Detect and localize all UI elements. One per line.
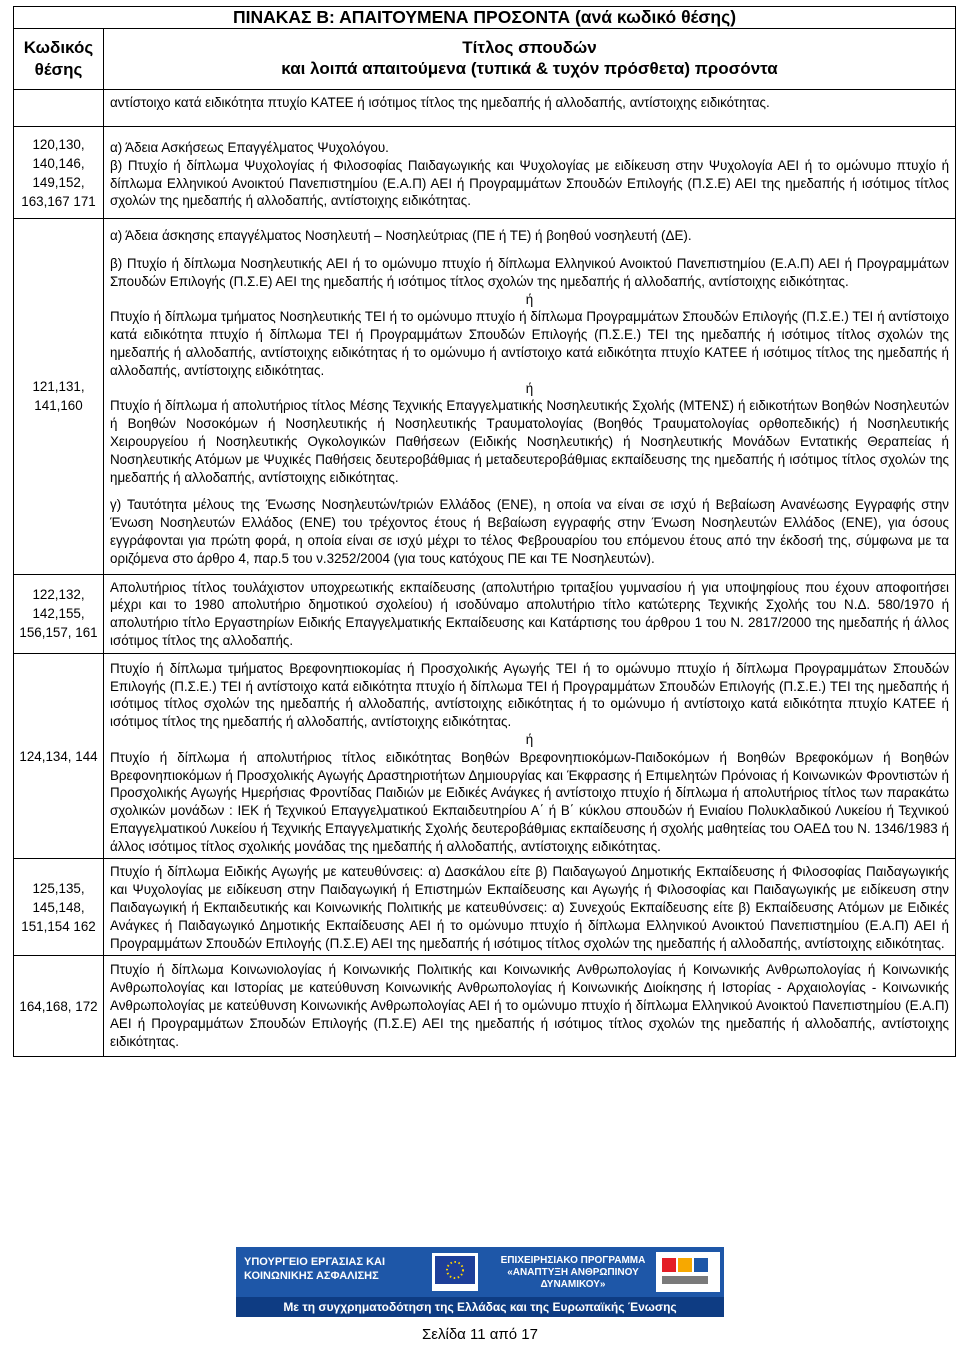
page-number: Σελίδα 11 από 17 [422, 1326, 538, 1343]
qualifications-cell [104, 219, 956, 574]
position-code: 121,131, 141,160 [14, 219, 104, 574]
qualifications-cell [104, 956, 956, 1057]
banner-ministry-text: ΥΠΟΥΡΓΕΙΟ ΕΡΓΑΣΙΑΣ ΚΑΙ ΚΟΙΝΩΝΙΚΗΣ ΑΣΦΑΛΙΣΗΣ [244, 1256, 386, 1282]
column-header-title [104, 29, 956, 90]
position-code: 124,134, 144 [14, 653, 104, 859]
qualification-paragraph: α) Άδεια άσκησης επαγγέλματος Νοσηλευτή – Νοσηλεύτριας (ΠΕ ή ΤΕ) ή βοηθού νοσηλευτή (ΔΕ). [110, 228, 692, 244]
qualification-paragraph: α) Άδεια Ασκήσεως Επαγγέλματος Ψυχολόγου. [110, 140, 389, 155]
banner-cofinancing-text: Με τη συγχρηματοδότηση της Ελλάδας και της Ευρωπαϊκής Ένωσης [236, 1297, 724, 1317]
table-row [14, 574, 956, 653]
qualifications-cell [104, 90, 956, 127]
funding-banner [0, 1247, 960, 1317]
qualification-paragraph: Πτυχίο ή δίπλωμα τμήματος Βρεφονηπιοκομίας ή Προσχολικής Αγωγής ΤΕΙ ή το ομώνυμο πτυχίο ή δίπλωμα Προγραμμάτων Σπουδών Επιλογής (Π.Σ.Ε.) ΤΕΙ ή αντίστοιχο κατά ειδικότητα πτυχίο ή δίπλωμα ΤΕΙ ή Προγραμμάτων Σπουδών Επιλογής (Π.Σ.Ε.) ΤΕΙ της ημεδαπής ή ισότιμος τίτλος σχολών της ημεδαπής ή αλλοδαπής, αντίστοιχης ειδικότητας ή το ομώνυμο ή αντίστοιχο κατά ειδικότητα πτυχίο ΚΑΤΕΕ ή ισότιμος τίτλος της ημεδαπής ή αλλοδαπής, αντίστοιχης ειδικότητας. [110, 660, 950, 730]
or-separator: ή [525, 291, 534, 307]
column-header-title-line1: Τίτλος σπουδών [462, 38, 597, 57]
table-title-row [14, 7, 956, 29]
column-header-title-line2: και λοιπά απαιτούμενα (τυπικά & τυχόν πρόσθετα) προσόντα [281, 59, 778, 78]
table-row [14, 653, 956, 859]
qualifications-cell [104, 653, 956, 859]
qualifications-cell [104, 574, 956, 653]
qualifications-cell [104, 859, 956, 956]
table-header-row [14, 29, 956, 90]
or-separator: ή [525, 380, 534, 396]
qualification-paragraph: Πτυχίο ή δίπλωμα Ειδικής Αγωγής με κατευθύνσεις: α) Δασκάλου είτε β) Παιδαγωγού Δημοτικής Εκπαίδευσης ή Φιλοσοφίας Παιδαγωγικής και Ψυχολογίας με ειδίκευση στην Παιδαγωγική ή Επιστημών Εκπαίδευσης και Αγωγής ή Φιλοσοφίας και Παιδαγωγικής με ειδίκευση στην Παιδαγωγική ή Εκπαιδευτικής και Κοινωνικής Πολιτικής με κατευθύνσεις: α) Συνεχούς Εκπαίδευσης είτε β) Εκπαίδευσης Ατόμων με Ειδικές Ανάγκες ή Παιδαγωγικό Δημοτικής Εκπαίδευσης ΑΕΙ ή το ομώνυμο πτυχίο ή δίπλωμα Ελληνικού Ανοικτού Πανεπιστημίου (Ε.Α.Π) ΑΕΙ ή Προγραμμάτων Σπουδών Επιλογής (Π.Σ.Ε) ΑΕΙ της ημεδαπής ή ισότιμος τίτλος σχολών της ημεδαπής ή αλλοδαπής, αντίστοιχης ειδικότητας. [110, 864, 950, 951]
qualification-paragraph: Πτυχίο ή δίπλωμα ή απολυτήριος τίτλος Μέσης Τεχνικής Επαγγελματικής Νοσηλευτικής Σχολής (ΜΤΕΝΣ) ή ειδικοτήτων Βοηθών Νοσηλευτών ή Βοηθών Νοσοκόμων ή Νοσηλευτικής ή Νοσηλευτικής Τραυματολογίας (Βοηθός Τραυματολογίας ορθοπεδικής) ή Νοσηλευτικής Χειρουργείου ή Νοσηλευτικής Ογκολογικών Παθήσεων (Ειδικής Νοσηλευτικής) ή Νοσηλευτικής Μονάδων Εντατικής Θεραπείας ή Νοσηλευτικής Ατόμων με Ψυχικές Παθήσεις δευτεροβάθμιας ή μεταδευτεροβάθμιας εκπαίδευσης της ημεδαπής ή ισότιμος τίτλος σχολών της ημεδαπής ή αλλοδαπής, αντίστοιχης ειδικότητας. [110, 398, 950, 485]
banner-main-strip [236, 1247, 724, 1297]
qualification-paragraph: αντίστοιχο κατά ειδικότητα πτυχίο ΚΑΤΕΕ ή ισότιμος τίτλος της ημεδαπής ή αλλοδαπής, αντίστοιχης ειδικότητας. [110, 95, 770, 110]
requirements-table [13, 6, 956, 1057]
table-row [14, 219, 956, 574]
qualification-paragraph: Πτυχίο ή δίπλωμα τμήματος Νοσηλευτικής ΤΕΙ ή το ομώνυμο πτυχίο ή δίπλωμα Προγραμμάτων Σπουδών Επιλογής (Π.Σ.Ε.) ΤΕΙ ή αντίστοιχο κατά ειδικότητα πτυχίο ή δίπλωμα ΤΕΙ ή Προγραμμάτων Σπουδών Επιλογής (Π.Σ.Ε.) ΤΕΙ της ημεδαπής ή ισότιμος τίτλος σχολών της ημεδαπής ή αλλοδαπής, αντίστοιχης ειδικότητας ή το ομώνυμο ή αντίστοιχο κατά ειδικότητα πτυχίο ΚΑΤΕΕ ή ισότιμος τίτλος της ημεδαπής ή αλλοδαπής, αντίστοιχης ειδικότητας. [110, 309, 950, 378]
column-header-code: Κωδικός θέσης [14, 29, 104, 90]
qualifications-cell [104, 127, 956, 219]
eu-flag-icon [432, 1253, 478, 1291]
qualification-paragraph: Πτυχίο ή δίπλωμα Κοινωνιολογίας ή Κοινωνικής Πολιτικής και Κοινωνικής Ανθρωπολογίας ή Κοινωνικής Ανθρωπολογίας ή Κοινωνικής Ανθρωπολογίας και Ιστορίας με κατεύθυνση Κοινωνικής Ανθρωπολογίας ή Κοινωνικής Διοίκησης ή Ιστορίας - Αρχαιολογίας - Κοινωνικής Ανθρωπολογίας με κατεύθυνση Κοινωνικής Ανθρωπολογίας ΑΕΙ ή το ομώνυμο πτυχίο ή δίπλωμα Ελληνικού Ανοικτού Πανεπιστημίου (Ε.Α.Π) ΑΕΙ ή Προγραμμάτων Σπουδών Επιλογής (Π.Σ.Ε) ΑΕΙ της ημεδαπής ή ισότιμος τίτλος σχολών της ημεδαπής ή αλλοδαπής, αντίστοιχης ειδικότητας. [110, 962, 950, 1049]
qualification-paragraph: Απολυτήριος τίτλος τουλάχιστον υποχρεωτικής εκπαίδευσης (απολυτήριο τριταξίου γυμνασίου ή για υποψηφίους που έχουν αποφοιτήσει μέχρι και το 1980 απολυτήριο δημοτικού σχολείου) ή ισοδύναμο απολυτήριο τίτλο κατώτερης Τεχνικής Σχολής του Ν.Δ. 580/1970 ή απολυτήριο τίτλο Εργαστηρίων Ειδικής Επαγγελματικής Εκπαίδευσης και Κατάρτισης του άρθρου 1 του Ν. 2817/2000 της ημεδαπής ή άλλος ισότιμος τίτλος της αλλοδαπής. [110, 579, 950, 648]
table-row [14, 859, 956, 956]
position-code: 120,130, 140,146, 149,152, 163,167 171 [14, 127, 104, 219]
qualification-paragraph: Πτυχίο ή δίπλωμα ή απολυτήριος τίτλος ειδικότητας Βοηθών Βρεφονηπιοκόμων-Παιδοκόμων ή Βοηθών Βρεφοκόμων ή Βοηθών Βρεφονηπιοκόμων ή Προσχολικής Αγωγής Δραστηριοτήτων Δημιουργίας και Έκφρασης ή Επιμελητών Πρόνοιας ή Κοινωνικών Φροντιστών ή Προσχολικής Αγωγής Ημερήσιας Φροντίδας Παιδιών με Ειδικές Ανάγκες ή αντίστοιχο πτυχίο ή δίπλωμα ή απολυτήριος τίτλος των παρακάτω σχολικών μονάδων : ΙΕΚ ή Τεχνικού Επαγγελματικού Εκπαιδευτηρίου Α΄ ή Β΄ κύκλου σπουδών ή Ενιαίου Πολυκλαδικού Λυκείου ή Τεχνικού Επαγγελματικού Λυκείου ή Τεχνικής Επαγγελματικής Σχολής δευτεροβάθμιας εκπαίδευσης ή σχολής μαθητείας του ΟΑΕΔ του Ν. 1346/1983 ή άλλος ισότιμος τίτλος σχολικής μονάδας της ημεδαπής ή αλλοδαπής, αντίστοιχης ειδικότητας. [110, 749, 950, 854]
qualification-paragraph: β) Πτυχίο ή δίπλωμα Νοσηλευτικής ΑΕΙ ή το ομώνυμο πτυχίο ή δίπλωμα Ελληνικού Ανοικτού Πανεπιστημίου (Ε.Α.Π) ΑΕΙ ή Προγραμμάτων Σπουδών Επιλογής (Π.Σ.Ε) ΑΕΙ της ημεδαπής ή ισότιμος τίτλος σχολών της ημεδαπής ή αλλοδαπής, αντίστοιχης ειδικότητας. [110, 255, 950, 289]
table-row [14, 90, 956, 127]
or-separator: ή [525, 731, 534, 747]
table-title: ΠΙΝΑΚΑΣ Β: ΑΠΑΙΤΟΥΜΕΝΑ ΠΡΟΣΟΝΤΑ (ανά κωδικό θέσης) [14, 7, 956, 29]
position-code: 125,135, 145,148, 151,154 162 [14, 859, 104, 956]
position-code [14, 90, 104, 127]
banner-programme-text: ΕΠΙΧΕΙΡΗΣΙΑΚΟ ΠΡΟΓΡΑΜΜΑ «ΑΝΑΠΤΥΞΗ ΑΝΘΡΩΠΙΝΟΥ ΔΥΝΑΜΙΚΟΥ» [500, 1255, 646, 1290]
position-code: 122,132, 142,155, 156,157, 161 [14, 574, 104, 653]
qualification-paragraph: γ) Ταυτότητα μέλους της Ένωσης Νοσηλευτών/τριών Ελλάδος (ΕΝΕ), η οποία να είναι σε ισχύ ή Βεβαίωση Ανανέωσης Εγγραφής στην Ένωση Νοσηλευτών Ελλάδος (ΕΝΕ) του τρέχοντος έτους ή Βεβαίωση εγγραφής στην Ένωση Νοσηλευτών Ελλάδος (ΕΝΕ), για όσους εγγράφονται για πρώτη φορά, η οποία είναι σε ισχύ μέχρι το τέλος Φεβρουαρίου του επόμενου έτους από την έκδοσή της, σύμφωνα με τα οριζόμενα στο άρθρο 4, παρ.5 του ν.3252/2004 (για τους κατόχους ΠΕ και ΤΕ Νοσηλευτών). [110, 497, 950, 566]
table-row [14, 956, 956, 1057]
espa-logo-icon [656, 1252, 720, 1292]
position-code: 164,168, 172 [14, 956, 104, 1057]
table-row [14, 127, 956, 219]
qualification-paragraph: β) Πτυχίο ή δίπλωμα Ψυχολογίας ή Φιλοσοφίας Παιδαγωγικής και Ψυχολογίας με ειδίκευση στην Ψυχολογία ΑΕΙ ή το ομώνυμο πτυχίο ή δίπλωμα Ελληνικού Ανοικτού Πανεπιστημίου (Ε.Α.Π) ΑΕΙ ή Προγραμμάτων Σπουδών Επιλογής (Π.Σ.Ε) ΑΕΙ της ημεδαπής ή ισότιμος τίτλος σχολών της ημεδαπής ή αλλοδαπής, αντίστοιχης ειδικότητας. [110, 157, 950, 209]
